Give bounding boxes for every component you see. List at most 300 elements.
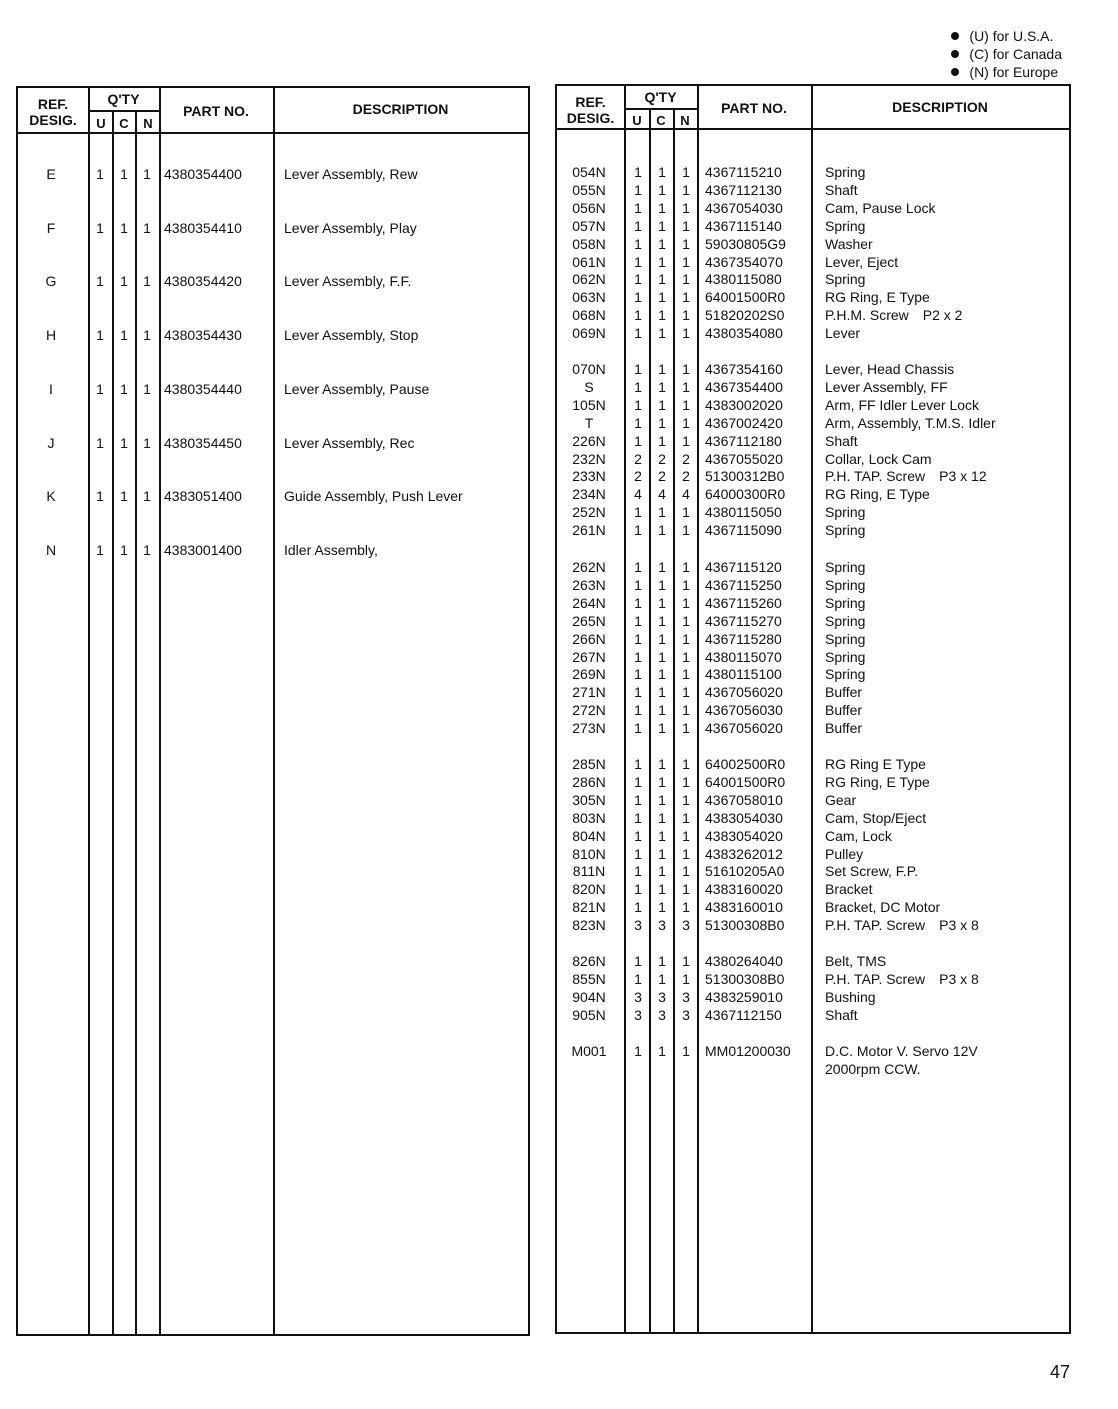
- qty-c-header: C: [119, 116, 129, 131]
- qty-c-cell: 1: [658, 235, 666, 252]
- header-text: DESIG.: [566, 110, 615, 126]
- description-cell: Arm, Assembly, T.M.S. Idler: [825, 414, 996, 431]
- ref-desig-cell: 105N: [572, 396, 606, 413]
- qty-u-cell: 1: [634, 271, 642, 288]
- qty-c-cell: 1: [658, 576, 666, 593]
- table-row: [557, 558, 1069, 576]
- description-cell: Pulley: [825, 845, 864, 862]
- description-cell: Lever: [825, 325, 861, 342]
- parts-table-right: [555, 84, 1071, 1334]
- table-row: [557, 665, 1069, 683]
- ref-desig-cell: 263N: [572, 576, 606, 593]
- qty-n-cell: 3: [682, 917, 690, 934]
- qty-n-header: N: [680, 113, 690, 128]
- table-row: [557, 181, 1069, 199]
- description-cell: RG Ring, E Type: [825, 486, 930, 503]
- qty-u-cell: 1: [634, 522, 642, 539]
- qty-c-cell: 1: [658, 881, 666, 898]
- description-cell: Lever Assembly, Pause: [284, 380, 430, 397]
- qty-c-cell: 1: [658, 666, 666, 683]
- qty-n-cell: 1: [682, 181, 690, 198]
- part-no-cell: 4367055020: [705, 450, 783, 467]
- table-row: [557, 791, 1069, 809]
- part-no-cell: 4383262012: [705, 845, 783, 862]
- part-no-cell: 4367354160: [705, 361, 783, 377]
- qty-n-header: N: [143, 116, 153, 131]
- part-no-cell: 64001500R0: [705, 773, 786, 790]
- qty-n-cell: 1: [682, 648, 690, 665]
- table-row: [557, 1006, 1069, 1024]
- table-row: [557, 521, 1069, 539]
- part-no-cell: 4380354410: [164, 219, 242, 236]
- description-cell: Spring: [825, 164, 866, 180]
- description-cell: Spring: [825, 630, 866, 647]
- qty-u-cell: 1: [634, 953, 642, 969]
- part-no-cell: 4367354070: [705, 253, 783, 270]
- description-cell: Lever Assembly, Play: [284, 219, 417, 236]
- ref-desig-cell: 273N: [572, 720, 606, 737]
- description-cell: Bushing: [825, 988, 876, 1005]
- qty-n-cell: 1: [682, 702, 690, 719]
- ref-desig-cell: 252N: [572, 504, 606, 521]
- ref-desig-header: [557, 94, 624, 126]
- qty-n-cell: 1: [682, 809, 690, 826]
- table-row: [557, 916, 1069, 934]
- part-no-cell: MM01200030: [705, 1043, 791, 1059]
- qty-u-cell: 1: [634, 791, 642, 808]
- qty-n-cell: 1: [682, 845, 690, 862]
- description-cell: Bracket, DC Motor: [825, 899, 941, 916]
- part-no-cell: 4367002420: [705, 414, 783, 431]
- qty-n-cell: 1: [682, 396, 690, 413]
- bullet-icon: [951, 32, 959, 40]
- qty-c-cell: 1: [120, 327, 128, 344]
- qty-n-cell: 1: [682, 414, 690, 431]
- ref-desig-cell: 826N: [572, 953, 606, 969]
- qty-u-cell: 1: [634, 666, 642, 683]
- table-row: [18, 541, 528, 559]
- qty-c-cell: 1: [120, 273, 128, 290]
- table-row: [557, 898, 1069, 916]
- description-cell: Belt, TMS: [825, 953, 887, 969]
- ref-desig-cell: J: [47, 434, 55, 451]
- qty-u-cell: 1: [634, 432, 642, 449]
- description-cell: Set Screw, F.P.: [825, 863, 919, 880]
- qty-c-cell: 1: [658, 378, 666, 395]
- table-row: [557, 217, 1069, 235]
- qty-n-cell: 1: [143, 380, 151, 397]
- part-no-cell: 4367056020: [705, 684, 783, 701]
- description-cell: Arm, FF Idler Lever Lock: [825, 396, 980, 413]
- ref-desig-cell: 267N: [572, 648, 606, 665]
- qty-c-cell: 2: [658, 468, 666, 485]
- qty-c-cell: 1: [120, 434, 128, 451]
- qty-c-cell: 1: [658, 432, 666, 449]
- qty-c-cell: 3: [658, 917, 666, 934]
- description-cell: Cam, Pause Lock: [825, 199, 936, 216]
- qty-n-cell: 1: [143, 273, 151, 290]
- qty-n-cell: 1: [682, 361, 690, 377]
- part-no-cell: 4367115210: [705, 164, 782, 180]
- part-no-cell: 4367354400: [705, 378, 783, 395]
- qty-u-cell: 1: [96, 380, 104, 397]
- part-no-cell: 4367115090: [705, 522, 782, 539]
- ref-desig-cell: 234N: [572, 486, 606, 503]
- part-no-cell: 64000300R0: [705, 486, 786, 503]
- qty-u-cell: 3: [634, 917, 642, 934]
- qty-header: Q'TY: [107, 91, 140, 107]
- part-no-cell: 51300308B0: [705, 970, 785, 987]
- qty-c-cell: 1: [658, 899, 666, 916]
- description-cell: 2000rpm CCW.: [825, 1060, 921, 1077]
- qty-c-cell: 1: [658, 702, 666, 719]
- bullet-icon: [951, 68, 959, 76]
- ref-desig-cell: T: [584, 414, 594, 431]
- qty-u-header: U: [632, 113, 642, 128]
- qty-c-cell: 1: [658, 970, 666, 987]
- part-no-cell: 4380354450: [164, 434, 242, 451]
- qty-c-cell: 1: [658, 271, 666, 288]
- part-no-cell: 4367115140: [705, 217, 782, 234]
- ref-desig-cell: 063N: [572, 289, 606, 306]
- qty-c-cell: 1: [658, 720, 666, 737]
- ref-desig-cell: 057N: [572, 217, 606, 234]
- description-cell: Lever Assembly, Rew: [284, 166, 418, 182]
- qty-c-cell: 1: [658, 522, 666, 539]
- qty-n-cell: 1: [682, 720, 690, 737]
- qty-c-cell: 1: [658, 217, 666, 234]
- ref-desig-cell: 054N: [572, 164, 606, 180]
- table-row: [557, 594, 1069, 612]
- qty-n-cell: 1: [682, 666, 690, 683]
- qty-n-cell: 1: [682, 253, 690, 270]
- table-row: [557, 163, 1069, 181]
- ref-desig-cell: 803N: [572, 809, 606, 826]
- qty-n-cell: 1: [143, 327, 151, 344]
- qty-u-cell: 1: [634, 576, 642, 593]
- table-row: [557, 503, 1069, 521]
- description-cell: Lever Assembly, Stop: [284, 327, 419, 344]
- qty-n-cell: 1: [682, 164, 690, 180]
- table-row: [18, 326, 528, 344]
- qty-u-cell: 1: [634, 970, 642, 987]
- qty-c-cell: 1: [658, 307, 666, 324]
- qty-c-cell: 1: [658, 773, 666, 790]
- qty-n-cell: 1: [682, 881, 690, 898]
- qty-c-cell: 1: [120, 166, 128, 182]
- part-no-cell: 4380264040: [705, 953, 783, 969]
- table-row: [557, 612, 1069, 630]
- qty-c-cell: 1: [120, 219, 128, 236]
- description-cell: Lever Assembly, FF: [825, 378, 948, 395]
- qty-n-cell: 1: [682, 199, 690, 216]
- table-row: [557, 862, 1069, 880]
- ref-desig-cell: 820N: [572, 881, 606, 898]
- qty-n-cell: 1: [682, 1043, 690, 1059]
- description-cell: Shaft: [825, 1006, 858, 1023]
- qty-n-cell: 1: [682, 504, 690, 521]
- table-row: [557, 378, 1069, 396]
- ref-desig-cell: I: [49, 380, 53, 397]
- part-no-cell: 4367115120: [705, 559, 782, 575]
- table-row: [18, 272, 528, 290]
- part-no-cell: 4367115260: [705, 594, 782, 611]
- table-row: [557, 880, 1069, 898]
- qty-n-cell: 1: [682, 217, 690, 234]
- qty-u-cell: 1: [634, 648, 642, 665]
- qty-c-cell: 1: [658, 756, 666, 772]
- qty-c-cell: 1: [120, 488, 128, 505]
- qty-c-cell: 1: [658, 827, 666, 844]
- qty-u-cell: 1: [634, 289, 642, 306]
- ref-desig-cell: 811N: [572, 863, 606, 880]
- header-text: DESIG.: [29, 112, 77, 128]
- part-no-cell: 4380354440: [164, 380, 242, 397]
- qty-c-cell: 1: [658, 181, 666, 198]
- table-row: [557, 306, 1069, 324]
- qty-n-cell: 1: [682, 791, 690, 808]
- ref-desig-cell: 905N: [572, 1006, 606, 1023]
- ref-desig-cell: 061N: [572, 253, 606, 270]
- qty-n-cell: 1: [682, 576, 690, 593]
- qty-c-cell: 1: [658, 559, 666, 575]
- ref-desig-cell: 823N: [572, 917, 606, 934]
- qty-u-cell: 1: [96, 434, 104, 451]
- qty-n-cell: 1: [682, 378, 690, 395]
- qty-c-cell: 1: [658, 791, 666, 808]
- qty-n-cell: 1: [143, 166, 151, 182]
- part-no-cell: 4367054030: [705, 199, 783, 216]
- part-no-cell: 4383054020: [705, 827, 783, 844]
- qty-u-cell: 1: [634, 217, 642, 234]
- part-no-header: PART NO.: [721, 100, 787, 116]
- table-row: [557, 773, 1069, 791]
- ref-desig-cell: 266N: [572, 630, 606, 647]
- qty-u-cell: 1: [96, 219, 104, 236]
- qty-u-cell: 1: [634, 199, 642, 216]
- qty-n-cell: 1: [143, 219, 151, 236]
- part-no-cell: 4383160010: [705, 899, 783, 916]
- table-row: [557, 360, 1069, 378]
- qty-n-cell: 1: [682, 953, 690, 969]
- description-cell: Lever Assembly, Rec: [284, 434, 415, 451]
- qty-u-cell: 1: [634, 378, 642, 395]
- description-cell: Spring: [825, 648, 866, 665]
- part-no-cell: 4367112150: [705, 1006, 782, 1023]
- description-cell: Spring: [825, 271, 866, 288]
- qty-n-cell: 1: [682, 432, 690, 449]
- qty-n-cell: 1: [682, 773, 690, 790]
- qty-u-cell: 3: [634, 1006, 642, 1023]
- part-no-cell: 4383001400: [164, 541, 242, 558]
- description-cell: Gear: [825, 791, 857, 808]
- qty-c-cell: 1: [658, 414, 666, 431]
- description-cell: Shaft: [825, 181, 858, 198]
- ref-desig-cell: M001: [571, 1043, 607, 1059]
- part-no-cell: 4367112130: [705, 181, 782, 198]
- screw-size: P2 x 2: [922, 307, 963, 324]
- description-cell: Bracket: [825, 881, 873, 898]
- description-cell: Lever Assembly, F.F.: [284, 273, 412, 290]
- table-row: [557, 683, 1069, 701]
- table-row: [557, 845, 1069, 863]
- ref-desig-cell: 262N: [572, 559, 606, 575]
- description-text: P.H. TAP. Screw: [825, 468, 926, 485]
- ref-desig-cell: 271N: [572, 684, 606, 701]
- qty-u-header: U: [96, 116, 106, 131]
- qty-u-cell: 3: [634, 988, 642, 1005]
- part-no-cell: 64001500R0: [705, 289, 786, 306]
- description-cell: D.C. Motor V. Servo 12V: [825, 1043, 978, 1059]
- parts-table-left: [16, 86, 530, 1336]
- legend-text: (U) for U.S.A.: [969, 28, 1054, 44]
- table-row: [557, 270, 1069, 288]
- description-cell: Buffer: [825, 720, 863, 737]
- description-cell: Spring: [825, 559, 866, 575]
- part-no-cell: 4383160020: [705, 881, 783, 898]
- table-row: [557, 576, 1069, 594]
- description-text: P.H. TAP. Screw: [825, 917, 926, 934]
- description-cell: RG Ring E Type: [825, 756, 926, 772]
- header-text: REF.: [37, 96, 69, 112]
- ref-desig-cell: 264N: [572, 594, 606, 611]
- qty-c-cell: 1: [658, 325, 666, 342]
- part-no-cell: 51300312B0: [705, 468, 785, 485]
- ref-desig-cell: 305N: [572, 791, 606, 808]
- qty-u-cell: 1: [634, 720, 642, 737]
- description-text: P.H.M. Screw: [825, 307, 909, 324]
- table-row: [557, 288, 1069, 306]
- description-cell: Spring: [825, 612, 866, 629]
- qty-u-cell: 2: [634, 450, 642, 467]
- ref-desig-cell: 070N: [572, 361, 606, 377]
- table-row: [18, 487, 528, 505]
- table-row: [557, 719, 1069, 737]
- qty-c-cell: 1: [658, 594, 666, 611]
- description-cell: Cam, Stop/Eject: [825, 809, 927, 826]
- ref-desig-cell: 233N: [572, 468, 606, 485]
- part-no-cell: 59030805G9: [705, 235, 786, 252]
- description-cell: Buffer: [825, 702, 863, 719]
- table-row: [18, 219, 528, 237]
- qty-u-cell: 1: [96, 273, 104, 290]
- part-no-cell: 4367115280: [705, 630, 782, 647]
- description-header: DESCRIPTION: [352, 101, 449, 117]
- qty-n-cell: 1: [682, 325, 690, 342]
- qty-n-cell: 1: [682, 307, 690, 324]
- qty-c-cell: 1: [658, 1043, 666, 1059]
- description-cell: RG Ring, E Type: [825, 773, 930, 790]
- qty-u-cell: 1: [634, 414, 642, 431]
- qty-c-cell: 1: [658, 953, 666, 969]
- legend-item-usa: [951, 27, 1062, 45]
- description-cell: Lever, Head Chassis: [825, 361, 955, 377]
- table-row: [557, 701, 1069, 719]
- qty-u-cell: 1: [634, 504, 642, 521]
- qty-c-cell: 1: [658, 289, 666, 306]
- qty-c-cell: 1: [658, 684, 666, 701]
- qty-c-cell: 1: [658, 396, 666, 413]
- qty-u-cell: 1: [634, 559, 642, 575]
- ref-desig-cell: 232N: [572, 450, 606, 467]
- description-cell: Spring: [825, 217, 866, 234]
- qty-n-cell: 1: [682, 271, 690, 288]
- qty-n-cell: 1: [143, 488, 151, 505]
- qty-u-cell: 1: [634, 630, 642, 647]
- qty-n-cell: 3: [682, 1006, 690, 1023]
- table-row: [557, 235, 1069, 253]
- ref-desig-cell: 055N: [572, 181, 606, 198]
- table-row: [18, 434, 528, 452]
- qty-u-cell: 1: [96, 488, 104, 505]
- qty-u-cell: 1: [96, 541, 104, 558]
- description-cell: Washer: [825, 235, 873, 252]
- part-no-cell: 4367112180: [705, 432, 782, 449]
- qty-c-cell: 1: [658, 164, 666, 180]
- qty-c-cell: 1: [658, 504, 666, 521]
- ref-desig-cell: E: [46, 166, 56, 182]
- description-cell: [825, 467, 987, 485]
- qty-n-cell: 1: [682, 970, 690, 987]
- table-row: [557, 630, 1069, 648]
- ref-desig-cell: 804N: [572, 827, 606, 844]
- table-row: [18, 380, 528, 398]
- qty-header: Q'TY: [644, 89, 677, 105]
- ref-desig-cell: 821N: [572, 899, 606, 916]
- qty-u-cell: 1: [634, 396, 642, 413]
- qty-n-cell: 3: [682, 988, 690, 1005]
- ref-desig-cell: 810N: [572, 845, 606, 862]
- legend-text: (N) for Europe: [969, 64, 1059, 80]
- qty-c-cell: 1: [658, 361, 666, 377]
- qty-u-cell: 1: [634, 361, 642, 377]
- part-no-cell: 4383054030: [705, 809, 783, 826]
- qty-u-cell: 1: [634, 307, 642, 324]
- part-no-cell: 4367058010: [705, 791, 783, 808]
- ref-desig-cell: 069N: [572, 325, 606, 342]
- screw-size: P3 x 8: [939, 917, 979, 934]
- description-cell: Spring: [825, 576, 866, 593]
- part-no-cell: 51300308B0: [705, 917, 785, 934]
- description-cell: RG Ring, E Type: [825, 289, 930, 306]
- screw-size: P3 x 8: [939, 970, 979, 987]
- ref-desig-cell: 056N: [572, 199, 606, 216]
- table-row: [557, 809, 1069, 827]
- table-row: [557, 1042, 1069, 1060]
- part-no-cell: 4380354430: [164, 327, 242, 344]
- part-no-cell: 4380115070: [705, 648, 782, 665]
- part-no-cell: 4367056020: [705, 720, 783, 737]
- qty-n-cell: 4: [682, 486, 690, 503]
- description-cell: Idler Assembly,: [284, 541, 378, 558]
- table-row: [557, 1060, 1069, 1078]
- qty-n-cell: 2: [682, 468, 690, 485]
- qty-u-cell: 1: [634, 845, 642, 862]
- qty-u-cell: 1: [634, 181, 642, 198]
- ref-desig-cell: 068N: [572, 307, 606, 324]
- qty-c-cell: 1: [658, 863, 666, 880]
- description-cell: Spring: [825, 504, 866, 521]
- part-no-header: PART NO.: [183, 103, 249, 119]
- table-row: [557, 414, 1069, 432]
- ref-desig-cell: 904N: [572, 988, 606, 1005]
- qty-u-cell: 2: [634, 468, 642, 485]
- description-cell: Spring: [825, 666, 866, 683]
- qty-u-cell: 1: [634, 827, 642, 844]
- ref-desig-cell: N: [45, 541, 57, 558]
- legend-text: (C) for Canada: [969, 46, 1062, 62]
- qty-u-cell: 1: [634, 235, 642, 252]
